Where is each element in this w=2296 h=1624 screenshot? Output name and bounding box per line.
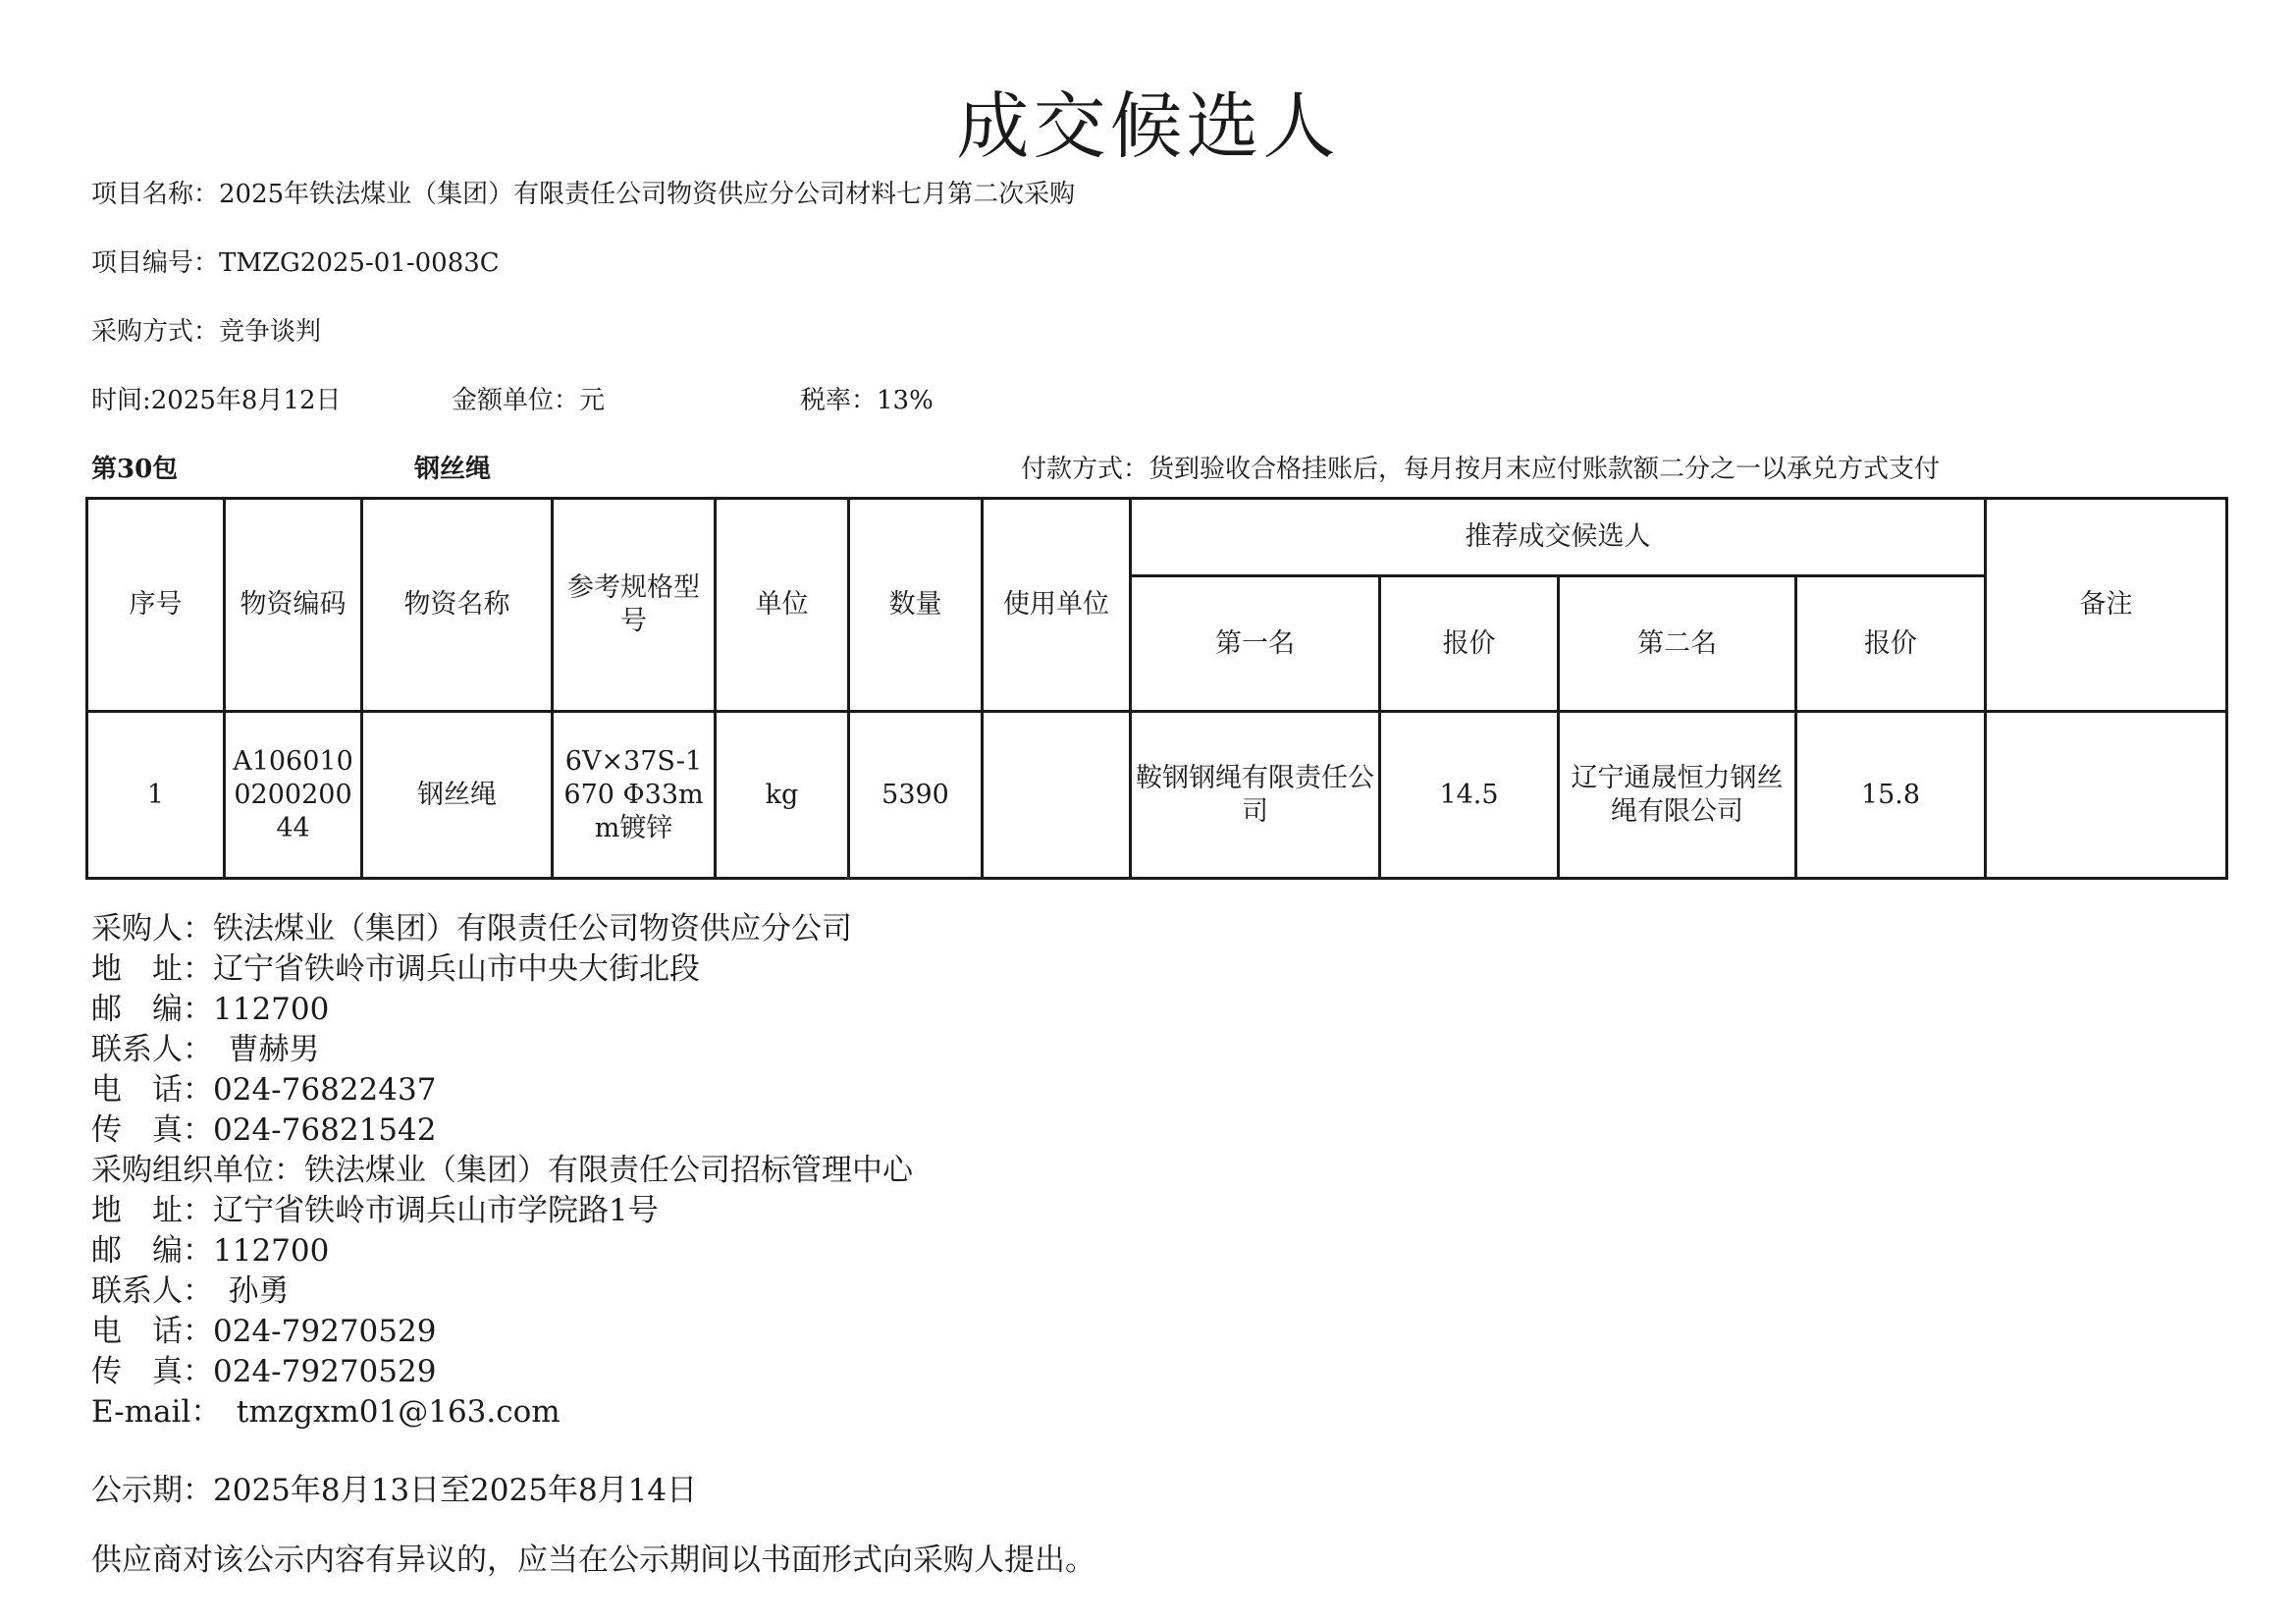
package-name: 钢丝绳 xyxy=(414,455,492,484)
notice-period: 公示期：2025年8月13日至2025年8月14日 xyxy=(91,1473,698,1508)
purchaser-address: 地 址：辽宁省铁岭市调兵山市中央大街北段 xyxy=(91,951,700,987)
agency-email: E-mail： tmzgxm01@163.com xyxy=(91,1394,561,1430)
project-number: 项目编号：TMZG2025-01-0083C xyxy=(91,248,500,278)
payment-terms: 付款方式：货到验收合格挂账后，每月按月末应付账款额二分之一以承兑方式支付 xyxy=(1021,455,1941,484)
header-unit: 单位 xyxy=(716,499,849,712)
header-spec: 参考规格型号 xyxy=(553,499,716,712)
header-first: 第一名 xyxy=(1131,576,1380,712)
cell-price-2: 15.8 xyxy=(1796,712,1986,879)
header-recommended: 推荐成交候选人 xyxy=(1131,499,1986,576)
header-price-2: 报价 xyxy=(1796,576,1986,712)
cell-quantity: 5390 xyxy=(849,712,983,879)
purchaser-contact: 联系人： 曹赫男 xyxy=(91,1032,320,1067)
cell-price-1: 14.5 xyxy=(1380,712,1559,879)
cell-user-unit xyxy=(983,712,1131,879)
cell-spec: 6V×37S-1670 Φ33mm镀锌 xyxy=(553,712,716,879)
header-name: 物资名称 xyxy=(362,499,553,712)
objection-notice: 供应商对该公示内容有异议的，应当在公示期间以书面形式向采购人提出。 xyxy=(91,1543,1095,1578)
cell-remark xyxy=(1986,712,2227,879)
cell-unit: kg xyxy=(716,712,849,879)
agency-phone: 电 话：024-79270529 xyxy=(91,1314,437,1349)
header-user-unit: 使用单位 xyxy=(983,499,1131,712)
purchase-method: 采购方式：竞争谈判 xyxy=(91,317,322,347)
cell-code: A106010020020044 xyxy=(225,712,362,879)
date: 时间:2025年8月12日 xyxy=(91,386,342,415)
agency-fax: 传 真：024-79270529 xyxy=(91,1354,437,1389)
table-row xyxy=(87,712,2227,879)
header-seq: 序号 xyxy=(87,499,225,712)
purchaser-phone: 电 话：024-76822437 xyxy=(91,1072,437,1108)
header-remark: 备注 xyxy=(1986,499,2227,712)
currency-unit: 金额单位：元 xyxy=(452,386,606,415)
purchaser-fax: 传 真：024-76821542 xyxy=(91,1112,437,1148)
cell-second-candidate: 辽宁通晟恒力钢丝绳有限公司 xyxy=(1559,712,1796,879)
cell-seq: 1 xyxy=(87,712,225,879)
agency-contact: 联系人： 孙勇 xyxy=(91,1273,290,1309)
candidate-table xyxy=(85,497,2228,880)
agency-address: 地 址：辽宁省铁岭市调兵山市学院路1号 xyxy=(91,1193,659,1228)
agency-name: 采购组织单位：铁法煤业（集团）有限责任公司招标管理中心 xyxy=(91,1153,913,1188)
purchaser-postcode: 邮 编：112700 xyxy=(91,992,330,1027)
purchaser-name: 采购人：铁法煤业（集团）有限责任公司物资供应分公司 xyxy=(91,911,852,947)
header-code: 物资编码 xyxy=(225,499,362,712)
agency-postcode: 邮 编：112700 xyxy=(91,1233,330,1269)
package-label: 第30包 xyxy=(91,455,179,484)
tax-rate: 税率：13% xyxy=(800,386,934,415)
header-quantity: 数量 xyxy=(849,499,983,712)
cell-first-candidate: 鞍钢钢绳有限责任公司 xyxy=(1131,712,1380,879)
project-name: 项目名称：2025年铁法煤业（集团）有限责任公司物资供应分公司材料七月第二次采购 xyxy=(91,180,1076,209)
header-second: 第二名 xyxy=(1559,576,1796,712)
page-title: 成交候选人 xyxy=(956,84,1340,169)
cell-name: 钢丝绳 xyxy=(362,712,553,879)
header-price-1: 报价 xyxy=(1380,576,1559,712)
